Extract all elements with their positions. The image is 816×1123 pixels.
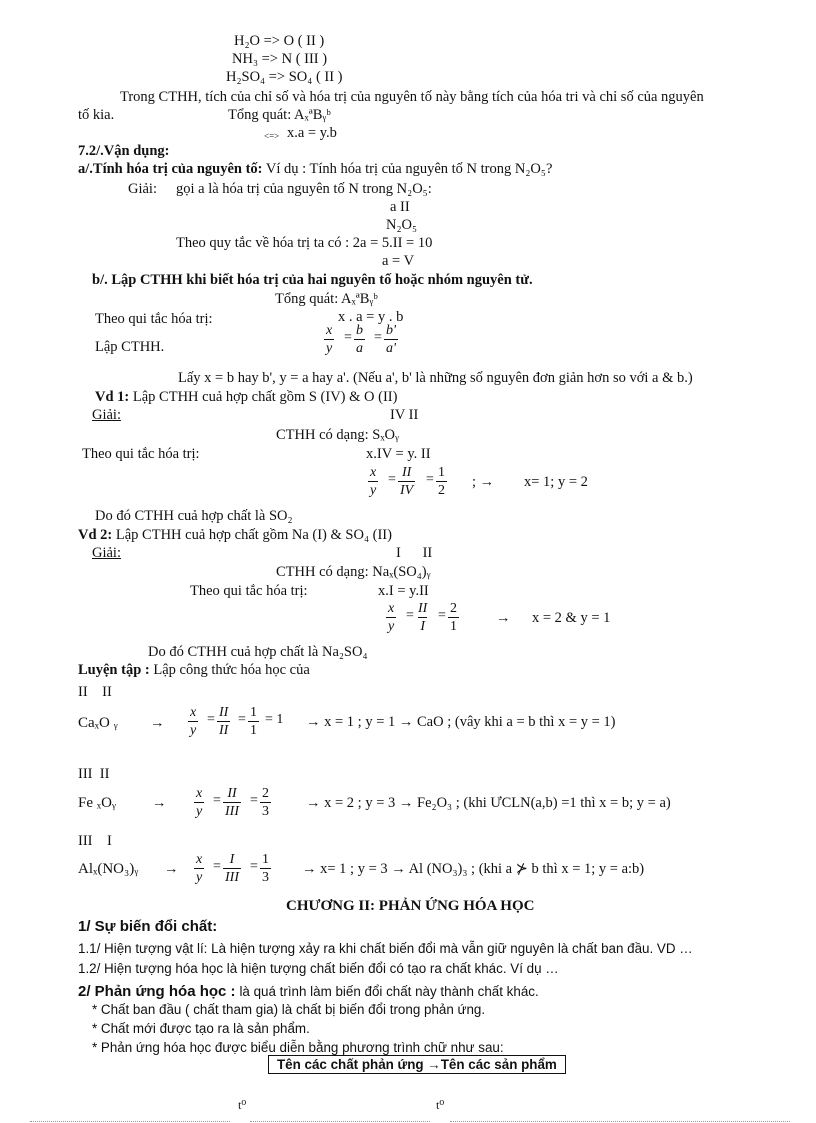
rule-calculation: Theo quy tắc về hóa trị ta có : 2a = 5.II = 10	[176, 235, 433, 251]
practice-3-fraction-2: I III	[225, 852, 239, 885]
vd1-result: x= 1; y = 2	[524, 474, 588, 490]
rule-text: Trong CTHH, tích của chỉ số và hóa trị của nguyên tố này bằng tích của hóa tri và chỉ số của nguyên	[120, 89, 704, 105]
valence-nh3: NH₃ => N ( III )	[232, 51, 328, 67]
equals-sign: =	[388, 472, 396, 487]
temperature-mark-1: t⁰	[238, 1098, 247, 1112]
practice-3-fraction-3: $\frac{1}{3}$	[262, 852, 269, 885]
take-note: Lấy x = b hay b', y = a hay a'. (Nếu a', b' là những số nguyên đơn giản hơn so với a & b.)	[178, 370, 693, 386]
giai-text: gọi a là hóa trị của nguyên tố N trong N₂O₅:	[176, 181, 432, 197]
vd2-fraction-3: $\frac{2}{1}$	[450, 601, 457, 634]
rule-equation: x . a = y . b	[338, 309, 404, 325]
practice-3-arrow: →	[164, 861, 179, 877]
vd2-fraction-2: $\frac{II}{I}$	[418, 601, 428, 634]
equals-sign: =	[250, 859, 258, 874]
fraction-b2-a2: $\frac{b'}{a'}$	[386, 323, 396, 356]
vd2-title: Vd 2:	[78, 527, 113, 543]
vd2-valences: I II	[396, 545, 433, 561]
word-equation-box: Tên các chất phản ứng →Tên các sản phẩm	[268, 1055, 566, 1074]
vd1-valences: IV II	[390, 407, 419, 423]
footer-divider	[30, 1121, 230, 1122]
section-1-1: 1.1/ Hiện tượng vật lí: Là hiện tượng xảy ra khi chất biến đổi mà vẫn giữ nguyên là chất ban đầu. VD …	[78, 941, 693, 956]
practice-1-fraction-2: $\frac{II}{II}$	[219, 705, 229, 738]
vd1-conclusion: Do đó CTHH cuả hợp chất là SO₂	[95, 508, 293, 524]
rule-label: Theo qui tắc hóa trị:	[95, 311, 213, 327]
formula-n2o5: N₂O₅	[386, 217, 418, 233]
vd1-arrow: ; →	[472, 474, 495, 490]
vd2-form-formula: Naₓ(SO₄)ᵧ	[372, 564, 431, 580]
general-formula: Tổng quát: AₓªBᵧᵇ	[228, 107, 331, 123]
practice-2-result: → x = 2 ; y = 3 → Fe₂O₃ ; (khi ƯCLN(a,b) =1 thì x = b; y = a)	[306, 795, 671, 811]
practice-1-formula: CaₓO ᵧ	[78, 715, 118, 731]
fraction-b-a: $\frac{b}{a}$	[356, 323, 363, 356]
fraction-x-y: $\frac{x}{y}$	[326, 323, 333, 356]
practice-1-tail: = 1	[265, 712, 284, 727]
practice-1-fraction-3: $\frac{1}{1}$	[250, 705, 257, 738]
part-a-example: Ví dụ : Tính hóa trị của nguyên tố N trong N₂O₅?	[265, 161, 553, 177]
equiv-arrow: <=>	[264, 131, 280, 141]
vd2	[78, 526, 392, 544]
practice-2-formula: Fe ₓOᵧ	[78, 795, 116, 811]
bullet-3: * Phản ứng hóa học được biểu diễn bằng phương trình chữ như sau:	[92, 1040, 504, 1055]
part-b-general: Tổng quát: AₓªBᵧᵇ	[275, 291, 378, 307]
vd2-giai: Giải:	[92, 545, 121, 561]
vd2-form	[276, 563, 430, 581]
valence-h2o: H₂O => O ( II )	[234, 33, 325, 49]
valence-result: a = V	[382, 253, 415, 269]
vd1-form	[276, 426, 399, 444]
equals-sign: =	[213, 793, 221, 808]
practice-2-fraction-2: II III	[225, 786, 239, 819]
vd2-arrow: →	[496, 610, 511, 626]
section-7-2-title: 7.2/.Vận dụng:	[78, 143, 170, 159]
vd2-text: Lập CTHH cuả hợp chất gồm Na (I) & SO₄ (II)	[115, 527, 392, 543]
vd1-equation: x.IV = y. II	[366, 446, 431, 462]
section-2-text: là quá trình làm biến đổi chất này thành chất khác.	[239, 984, 539, 999]
equals-sign: =	[406, 608, 414, 623]
practice-3-result: → x= 1 ; y = 3 → Al (NO₃)₃ ; (khi a ⊁ b thì x = 1; y = a:b)	[302, 861, 645, 877]
equals-sign: =	[374, 330, 382, 345]
vd1-fraction-x-y: $\frac{x}{y}$	[370, 465, 377, 498]
vd2-rule-label: Theo qui tắc hóa trị:	[190, 583, 308, 599]
practice-1-arrow: →	[150, 715, 165, 731]
vd2-equation: x.I = y.II	[378, 583, 429, 599]
bullet-2: * Chất mới được tạo ra là sản phẩm.	[92, 1021, 310, 1036]
chapter-title: CHƯƠNG II: PHẢN ỨNG HÓA HỌC	[286, 898, 535, 914]
equals-sign: =	[238, 712, 246, 727]
vd2-fraction-x-y: $\frac{x}{y}$	[388, 601, 395, 634]
equals-sign: =	[344, 330, 352, 345]
section-2-title: 2/ Phản ứng hóa học :	[78, 983, 236, 1000]
vd1-fraction-3: $\frac{1}{2}$	[438, 465, 445, 498]
practice-title: Luyện tập :	[78, 662, 150, 678]
practice-2-valences: III II	[78, 766, 110, 782]
footer-divider	[450, 1121, 790, 1122]
vd1	[95, 388, 397, 406]
equals-sign: =	[250, 793, 258, 808]
practice-3-fraction-x-y: $\frac{x}{y}$	[196, 852, 203, 885]
section-2	[78, 982, 539, 1001]
vd2-conclusion: Do đó CTHH cuả hợp chất là Na₂SO₄	[148, 644, 368, 660]
practice-3-formula: Alₓ(NO₃)ᵧ	[78, 861, 139, 877]
equals-sign: =	[207, 712, 215, 727]
vd1-form-label: CTHH có dạng:	[276, 427, 369, 443]
valence-row: a II	[390, 199, 410, 215]
rule-text-cont: tố kia.	[78, 107, 115, 123]
vd1-title: Vd 1:	[95, 389, 130, 405]
practice-heading	[78, 661, 310, 679]
vd1-giai: Giải:	[92, 407, 121, 423]
giai-label: Giải:	[128, 181, 157, 197]
valence-h2so4: H₂SO₄ => SO₄ ( II )	[226, 69, 343, 85]
vd1-fraction-2: $\frac{II}{IV}$	[400, 465, 414, 498]
equals-sign: =	[426, 472, 434, 487]
practice-2-fraction-3: $\frac{2}{3}$	[262, 786, 269, 819]
vd2-result: x = 2 & y = 1	[532, 610, 611, 626]
vd2-form-label: CTHH có dạng:	[276, 564, 369, 580]
vd1-text: Lập CTHH cuả hợp chất gồm S (IV) & O (II)	[132, 389, 398, 405]
practice-2-arrow: →	[152, 795, 167, 811]
practice-1-valences: II II	[78, 684, 112, 700]
footer-divider	[250, 1121, 430, 1122]
equals-sign: =	[213, 859, 221, 874]
practice-3-valences: III I	[78, 833, 112, 849]
practice-2-fraction-x-y: $\frac{x}{y}$	[196, 786, 203, 819]
vd1-form-formula: SₓOᵧ	[372, 427, 399, 443]
practice-1-result: → x = 1 ; y = 1 → CaO ; (vây khi a = b thì x = y = 1)	[306, 714, 616, 730]
bullet-1: * Chất ban đầu ( chất tham gia) là chất bị biến đổi trong phản ứng.	[92, 1002, 486, 1017]
vd1-rule-label: Theo qui tắc hóa trị:	[82, 446, 200, 462]
part-b-title: b/. Lập CTHH khi biết hóa trị của hai nguyên tố hoặc nhóm nguyên tử.	[92, 272, 533, 288]
part-a-title: a/.Tính hóa trị của nguyên tố:	[78, 161, 263, 177]
equiv-rule: x.a = y.b	[287, 125, 337, 141]
practice-text: Lập công thức hóa học của	[153, 662, 310, 678]
temperature-mark-2: t⁰	[436, 1098, 445, 1112]
equals-sign: =	[438, 608, 446, 623]
section-1-2: 1.2/ Hiện tượng hóa học là hiện tượng chất biến đổi có tạo ra chất khác. Ví dụ …	[78, 961, 559, 976]
practice-1-fraction-x-y: $\frac{x}{y}$	[190, 705, 197, 738]
part-a	[78, 160, 552, 178]
section-1-title: 1/ Sự biến đổi chất:	[78, 918, 218, 935]
lap-cthh-label: Lập CTHH.	[95, 339, 165, 355]
